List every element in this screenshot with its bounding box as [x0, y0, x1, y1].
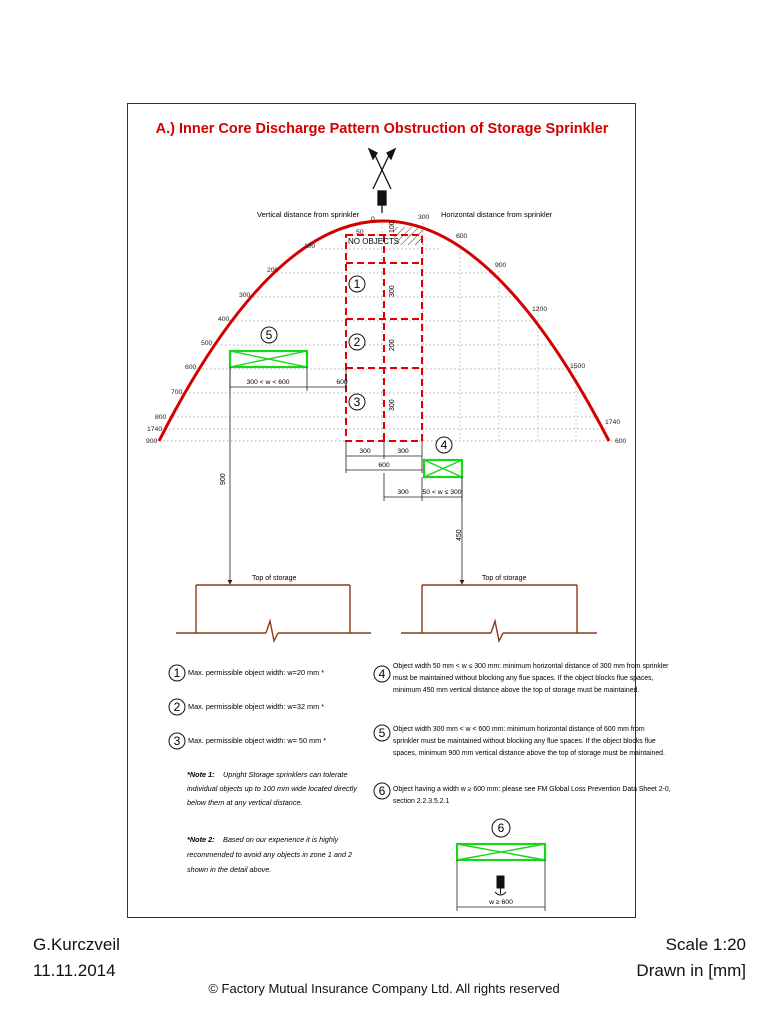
object-6: [457, 819, 545, 911]
zone-number: 3: [353, 395, 361, 409]
note-number: 6: [378, 784, 386, 798]
dim-300-right: 300: [397, 448, 409, 455]
note-line: sprinkler must be maintained without blocking any flue spaces. If the object blocks flue: [393, 738, 656, 745]
object5-width-label: 300 < w < 600: [246, 379, 290, 386]
top-of-storage-label-left: Top of storage: [252, 575, 297, 582]
storage-right: [401, 585, 597, 641]
dim-600-object5: 600: [336, 379, 348, 386]
object6-width-label: w ≥ 600: [489, 899, 513, 906]
note2-line: recommended to avoid any objects in zone 1 and 2: [187, 850, 353, 859]
vertical-axis-label: Vertical distance from sprinkler: [257, 210, 360, 219]
vertical-tick-label: 1740: [147, 426, 163, 433]
note-text: Max. permissible object width: w=32 mm *: [188, 702, 325, 711]
dim-900: 900: [220, 473, 227, 485]
zone-dim-1: 300: [389, 285, 396, 297]
horizontal-ticks: [418, 214, 627, 445]
note-text: Max. permissible object width: w=20 mm *: [188, 668, 325, 677]
vertical-ticks: [146, 216, 375, 445]
vertical-tick-label: 800: [155, 414, 167, 421]
vertical-tick-label: 600: [185, 364, 197, 371]
note1-line: Upright Storage sprinklers can tolerate: [223, 770, 348, 779]
note-line: Object width 300 mm < w < 600 mm: minimum horizontal distance of 600 mm from: [393, 726, 645, 733]
object-5: [230, 327, 346, 584]
units-label: Drawn in [mm]: [636, 961, 746, 980]
diagram-title: A.) Inner Core Discharge Pattern Obstruction of Storage Sprinkler: [155, 121, 609, 137]
zone-number: 5: [265, 328, 273, 342]
note2-label: *Note 2:: [187, 835, 215, 844]
object4-width-label: 50 < w ≤ 300: [422, 489, 462, 496]
sprinkler-small-icon: [495, 876, 506, 895]
note1-block: [187, 770, 358, 807]
vertical-tick-label: 900: [146, 438, 158, 445]
vertical-tick-label: 0: [371, 216, 375, 223]
note-number: 5: [378, 726, 386, 740]
note-number: 1: [173, 666, 181, 680]
sprinkler-diagram: [128, 104, 671, 919]
vertical-tick-label: 50: [356, 229, 364, 236]
zone-number: 1: [353, 277, 361, 291]
note1-label: *Note 1:: [187, 770, 215, 779]
horizontal-axis-label: Horizontal distance from sprinkler: [441, 210, 553, 219]
horizontal-tick-label: 1740: [605, 419, 621, 426]
vertical-tick-label: 100: [304, 243, 316, 250]
zone-dim-3: 300: [389, 399, 396, 411]
drawing-date: 11.11.2014: [33, 961, 116, 980]
vertical-tick-label: 500: [201, 340, 213, 347]
note-line: must be maintained without blocking any flue spaces. If the object blocks flue spaces,: [393, 675, 654, 682]
horizontal-tick-label: 600: [615, 438, 627, 445]
notes-left: [169, 665, 326, 749]
discharge-pattern-arc: [159, 221, 609, 441]
no-objects-label: NO OBJECTS: [348, 237, 400, 246]
note-line: spaces, minimum 900 mm vertical distance above the top of storage must be maintained.: [393, 750, 665, 757]
dim-300-left: 300: [359, 448, 371, 455]
note1-line: below them at any vertical distance.: [187, 798, 303, 807]
vertical-tick-label: 200: [267, 267, 279, 274]
horizontal-tick-label: 900: [495, 262, 507, 269]
zone-number: 4: [440, 438, 448, 452]
storage-left: [176, 585, 371, 641]
note-line: minimum 450 mm vertical distance above the top of storage must be maintained.: [393, 687, 640, 694]
zone-markers: [349, 276, 365, 410]
vertical-tick-label: 300: [239, 292, 251, 299]
vertical-tick-label: 400: [218, 316, 230, 323]
note-line: Object having a width w ≥ 600 mm: please see FM Global Loss Prevention Data Sheet 2-0,: [393, 786, 671, 793]
top-of-storage-label-right: Top of storage: [482, 575, 527, 582]
dim-600: 600: [378, 462, 390, 469]
zone-number: 2: [353, 335, 361, 349]
zone-dim-2: 200: [389, 339, 396, 351]
drawing-frame: [127, 103, 671, 918]
dim-450: 450: [456, 529, 463, 541]
note2-block: [187, 835, 352, 874]
note2-line: Based on our experience it is highly: [223, 835, 339, 844]
zone-dim-top: 100: [389, 221, 396, 233]
scale-label: Scale 1:20: [665, 935, 746, 954]
horizontal-tick-label: 600: [456, 233, 468, 240]
notes-right: [374, 663, 671, 805]
horizontal-tick-label: 300: [418, 214, 430, 221]
horizontal-tick-label: 1200: [532, 306, 548, 313]
note2-line: shown in the detail above.: [187, 865, 272, 874]
copyright-notice: © Factory Mutual Insurance Company Ltd. All rights reserved: [208, 981, 560, 996]
dim-300-object4: 300: [397, 489, 409, 496]
note-number: 4: [378, 667, 386, 681]
zone-number: 6: [497, 821, 505, 835]
note-number: 3: [173, 734, 181, 748]
note-line: Object width 50 mm < w ≤ 300 mm: minimum horizontal distance of 300 mm from sprinkler: [393, 663, 669, 670]
note-text: Max. permissible object width: w= 50 mm *: [188, 736, 327, 745]
author-name: G.Kurczveil: [33, 935, 120, 954]
vertical-tick-label: 700: [171, 389, 183, 396]
note-number: 2: [173, 700, 181, 714]
note1-line: individual objects up to 100 mm wide located directly: [187, 784, 357, 793]
zone-dimension-labels: [389, 221, 396, 411]
note-line: section 2.2.3.5.2.1: [393, 798, 450, 805]
sprinkler-icon: [369, 149, 395, 213]
horizontal-tick-label: 1500: [570, 363, 586, 370]
